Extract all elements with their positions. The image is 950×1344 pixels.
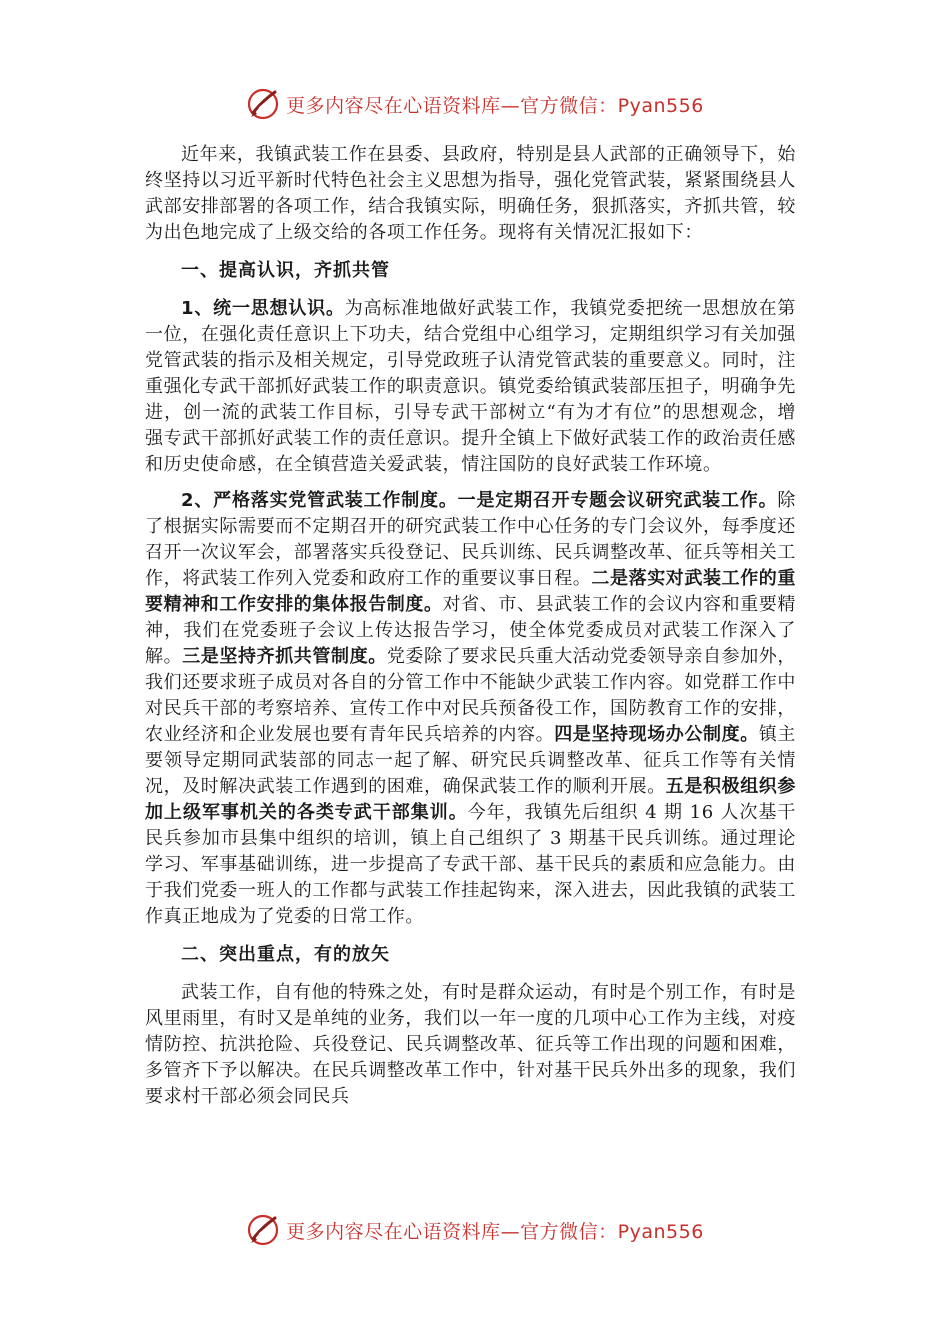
pen-logo-icon bbox=[246, 86, 282, 122]
intro-paragraph: 近年来，我镇武装工作在县委、县政府，特别是县人武部的正确领导下，始终坚持以习近平新时代特色社会主义思想为指导，强化党管武装，紧紧围绕县人武部安排部署的各项工作，结合我镇实际，明确任务，狠抓落实，齐抓共管，较为出色地完成了上级交给的各项工作任务。现将有关情况汇报如下： bbox=[145, 144, 796, 243]
item-2-text-3: 党委除了要求民兵重大活动党委领导亲自参加外，我们还要求班子成员对各自的分管工作中不能缺少武装工作内容。如党群工作中对民兵干部的考察培养、宣传工作中对民兵预备役工作，国防教育工作的安排，农业经济和企业发展也要有青年民兵培养的内容。 bbox=[145, 646, 797, 745]
item-2-bold-3: 三是坚持齐抓共管制度。 bbox=[182, 646, 387, 667]
document-body bbox=[145, 142, 796, 1110]
item-2-text-2: 对省、市、县武装工作的会议内容和重要精神，我们在党委班子会议上传达报告学习，使全体党委成员对武装工作深入了解。 bbox=[145, 594, 797, 667]
pen-logo-icon bbox=[246, 1212, 282, 1248]
item-2-bold-5: 五是积极组织参加上级军事机关的各类专武干部集训。 bbox=[145, 776, 796, 823]
item-2-text-1: 除了根据实际需要而不定期召开的研究武装工作中心任务的专门会议外，每季度还召开一次议军会，部署落实兵役登记、民兵训练、民兵调整改革、征兵等相关工作，将武装工作列入党委和政府工作的重要议事日程。 bbox=[145, 490, 796, 589]
section-heading-2: 二、突出重点，有的放矢 bbox=[181, 944, 390, 965]
item-2-text-5: 今年，我镇先后组织 4 期 16 人次基干民兵参加市县集中组织的培训，镇上自己组织了 3 期基干民兵训练。通过理论学习、军事基础训练，进一步提高了专武干部、基干民兵的素质和应急能力。由于我们党委一班人的工作都与武装工作挂起钩来，深入进去，因此我镇的武装工作真正地成为了党委的日常工作。 bbox=[145, 802, 797, 927]
section-heading-1: 一、提高认识，齐抓共管 bbox=[181, 260, 390, 281]
item-2-bold-2: 二是落实对武装工作的重要精神和工作安排的集体报告制度。 bbox=[145, 568, 797, 615]
item-1-paragraph bbox=[145, 296, 796, 478]
item-2-text-4: 镇主要领导定期同武装部的同志一起了解、研究民兵调整改革、征兵工作等有关情况，及时解决武装工作遇到的困难，确保武装工作的顺利开展。 bbox=[145, 724, 797, 797]
item-1-title: 1、统一思想认识。 bbox=[181, 298, 345, 319]
section-2-paragraph: 武装工作，自有他的特殊之处，有时是群众运动，有时是个别工作，有时是风里雨里，有时又是单纯的业务，我们以一年一度的几项中心工作为主线，对疫情防控、抗洪抢险、兵役登记、民兵调整改革、征兵等工作出现的问题和困难，多管齐下予以解决。在民兵调整改革工作中，针对基干民兵外出多的现象，我们要求村干部必须会同民兵 bbox=[145, 982, 796, 1107]
item-2-title: 2、严格落实党管武装工作制度。一是定期召开专题会议研究武装工作。 bbox=[181, 490, 778, 511]
header-banner bbox=[0, 84, 950, 124]
banner-text: 更多内容尽在心语资料库—官方微信：Pyan556 bbox=[286, 94, 704, 117]
item-2-paragraph bbox=[145, 488, 796, 930]
banner-text: 更多内容尽在心语资料库—官方微信：Pyan556 bbox=[286, 1220, 704, 1243]
item-2-bold-4: 四是坚持现场办公制度。 bbox=[554, 724, 759, 745]
footer-banner bbox=[0, 1210, 950, 1250]
item-1-body: 为高标准地做好武装工作，我镇党委把统一思想放在第一位，在强化责任意识上下功夫，结合党组中心组学习，定期组织学习有关加强党管武装的指示及相关规定，引导党政班子认清党管武装的重要意义。同时，注重强化专武干部抓好武装工作的职责意识。镇党委给镇武装部压担子，明确争先进，创一流的武装工作目标，引导专武干部树立“有为才有位”的思想观念，增强专武干部抓好武装工作的责任意识。提升全镇上下做好武装工作的政治责任感和历史使命感，在全镇营造关爱武装，情注国防的良好武装工作环境。 bbox=[145, 298, 796, 475]
